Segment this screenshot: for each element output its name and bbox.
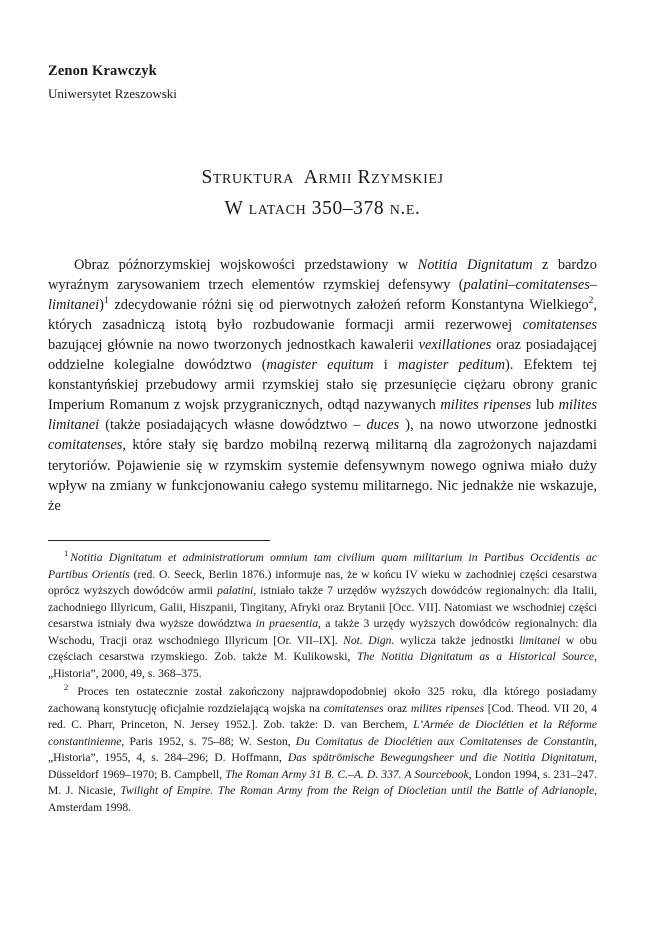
- text-segment: , Paris 1952, s. 75–88; W. Seston,: [121, 734, 296, 748]
- text-segment: , Amsterdam 1998.: [48, 784, 597, 814]
- text-segment: bazującej głównie na nowo tworzonych jednostkach kawalerii: [48, 336, 419, 353]
- text-segment-italic: magister peditum: [398, 357, 506, 374]
- text-segment-italic: duces: [366, 417, 400, 434]
- text-segment: , a także 3 urzędy wyższych dowódców regionalnych: dla Wschodu, Tracji oraz wschodniego Illyricum [Or. VII–IX].: [48, 617, 597, 647]
- author-block: [48, 0, 597, 103]
- text-segment-italic: The Notitia Dignitatum as a Historical Source: [357, 650, 595, 664]
- text-segment-italic: vexillationes: [418, 336, 492, 353]
- text-segment-italic: milites limitanei: [48, 397, 597, 434]
- footnote-marker-1: 1: [64, 548, 69, 559]
- text-segment: i: [373, 357, 399, 374]
- footnote-separator-rule: [48, 540, 270, 541]
- text-segment-italic: Not. Dign.: [343, 633, 395, 647]
- title-line-1: Struktura Armii Rzymskiej: [201, 167, 444, 189]
- text-segment: , Düsseldorf 1969–1970; B. Campbell,: [48, 751, 597, 781]
- text-segment: , istniało także 7 urzędów wyższych dowódców regionalnych: dla Italii, zachodniego Illyricum, Galii, Hiszpanii, Tingitany, Afryki oraz Brytanii [Occ. VII]. Natomiast we wschodniej części cesarstwa istniały dwa wyższe dowództwa: [48, 584, 597, 631]
- text-segment: , „Historia”, 1955, 4, s. 284–296; D. Hoffmann,: [48, 734, 597, 765]
- text-segment: (także posiadających własne dowództwo –: [99, 417, 367, 434]
- text-segment: z bardzo wyraźnym zarysowaniem trzech elementów rzymskiej defensywy (: [48, 256, 597, 293]
- text-segment-italic: in praesentia: [255, 617, 319, 631]
- text-segment-italic: The Roman Army 31 B. C.–A. D. 337. A Sourcebook: [225, 767, 469, 781]
- text-segment: zdecydowanie różni się od pierwotnych założeń reform Konstantyna Wielkiego: [108, 296, 589, 313]
- text-segment: Obraz późnorzymskiej wojskowości przedstawiony w: [74, 256, 418, 273]
- text-segment: ), na nowo utworzone jednostki: [399, 417, 597, 434]
- text-segment-italic: magister equitum: [266, 357, 374, 374]
- text-segment: [Cod. Theod. VII 20, 4 red. C. Pharr, Princeton, N. Jersey 1952.]. Zob. także: D. van Berchem,: [48, 701, 598, 732]
- footnote-2: [48, 684, 597, 816]
- text-segment-italic: palatini: [217, 584, 254, 598]
- text-segment: oraz posiadającej oddzielne kolegialne dowództwo (: [48, 336, 597, 374]
- body-text: [48, 255, 597, 516]
- title-line-2: W latach 350–378 n.e.: [224, 197, 421, 219]
- text-segment-italic: limitanei: [519, 633, 561, 647]
- text-segment: , „Historia”, 2000, 49, s. 368–375.: [48, 650, 597, 680]
- footnote-reference-2[interactable]: 2: [588, 296, 594, 306]
- text-segment: (red. O. Seeck, Berlin 1876.) informuje nas, że w końcu IV wieku w zachodniej części cesarstwa oprócz wyższych dowódców armii: [48, 567, 598, 598]
- author-name: Zenon Krawczyk: [48, 63, 157, 79]
- page-content: [48, 0, 597, 516]
- footnote-marker-2: 2: [64, 682, 69, 693]
- text-segment: ). Efektem tej konstantyńskiej przebudowy armii rzymskiej stało się przesunięcie ciężaru obrony granic Imperium Romanum z wojsk przygranicznych, odtąd nazywanych: [48, 357, 598, 414]
- text-segment-italic: palatini–comitatenses–limitanei: [48, 276, 597, 313]
- footnote-reference-1[interactable]: 1: [103, 296, 109, 306]
- author-affiliation: Uniwersytet Rzeszowski: [48, 86, 177, 102]
- text-segment-italic: Du Comitatus de Dioclétien aux Comitatenses de Constantin: [295, 734, 595, 748]
- footnote-1: [48, 550, 597, 682]
- footnote-area: [48, 540, 597, 816]
- text-segment-italic: comitatenses: [323, 701, 384, 715]
- text-segment-italic: L’Armée de Dioclétien et la Réforme constantinienne: [48, 718, 597, 748]
- text-segment: oraz: [383, 701, 411, 715]
- text-segment-italic: comitatenses: [522, 316, 597, 333]
- text-segment: Proces ten ostatecznie został zakończony najprawdopodobniej około 325 roku, dla którego posiadamy zachowaną konstytucję oficjalnie rozdzielającą wojska na: [48, 685, 597, 715]
- text-segment: w obu częściach cesarstwa rzymskiego. Zob. także M. Kulikowski,: [48, 633, 598, 664]
- text-segment-italic: comitatenses: [48, 437, 123, 454]
- text-segment-italic: milites ripenses: [410, 701, 485, 715]
- text-segment: , które stały się bardzo mobilną rezerwą militarną dla zagrożonych najazdami terytoriów. Pojawienie się w rzymskim systemie defensywnym nowego ogniwa miało duży wpływ na zmiany w funkcjonowaniu całego systemu militarnego. Nic jednakże nie wskazuje, że: [48, 437, 597, 514]
- page-title: [48, 163, 597, 225]
- text-segment: ): [99, 296, 104, 313]
- text-segment-italic: Twilight of Empire. The Roman Army from the Reign of Diocletian until the Battle of Adrianople: [120, 784, 595, 798]
- text-segment: lub: [531, 397, 559, 414]
- body-paragraph-1: [48, 255, 597, 516]
- text-segment: wylicza także jednostki: [394, 633, 520, 647]
- text-segment: , London 1994, s. 231–247. M. J. Nicasie,: [48, 767, 597, 798]
- text-segment: , których zasadniczą istotą było rozbudowanie formacji armii rezerwowej: [48, 296, 597, 333]
- text-segment-italic: milites ripenses: [440, 397, 532, 414]
- text-segment-italic: Notitia Dignitatum et administratiorum omnium tam civilium quam militarium in Partibus Occidentis ac Partibus Orientis: [48, 551, 597, 581]
- text-segment-italic: Notitia Dignitatum: [417, 256, 533, 273]
- text-segment-italic: Das spätrömische Bewegungsheer und die Notitia Dignitatum: [287, 751, 595, 765]
